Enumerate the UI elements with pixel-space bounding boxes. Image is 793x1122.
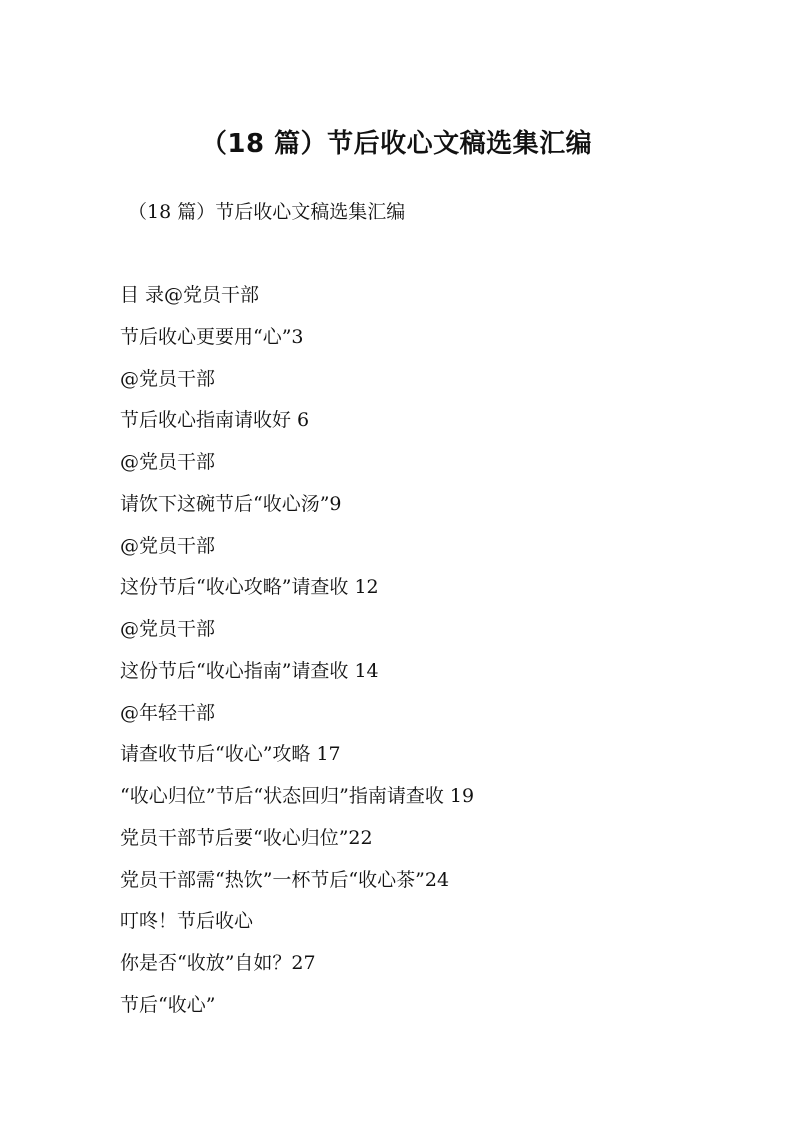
toc-line: @党员干部 xyxy=(120,534,216,557)
toc-line: 党员干部需“热饮”一杯节后“收心茶”24 xyxy=(120,868,450,891)
toc-line: @党员干部 xyxy=(120,618,216,640)
toc-line: “收心归位”节后“状态回归”指南请查收 19 xyxy=(120,785,475,807)
toc-line: 节后收心指南请收好 6 xyxy=(120,409,310,432)
toc-line: 目 录@党员干部 xyxy=(120,284,260,306)
toc-line: 党员干部节后要“收心归位”22 xyxy=(120,826,373,849)
table-of-contents xyxy=(120,281,474,1033)
toc-line: 叮咚！节后收心 xyxy=(120,910,254,933)
toc-line: 这份节后“收心攻略”请查收 12 xyxy=(120,576,379,599)
toc-line: 你是否“收放”自如？27 xyxy=(120,952,316,974)
toc-line: 节后收心更要用“心”3 xyxy=(120,325,304,348)
toc-line: @党员干部 xyxy=(120,451,216,473)
toc-line: 这份节后“收心指南”请查收 14 xyxy=(120,659,379,682)
toc-line: 请查收节后“收心”攻略 17 xyxy=(120,743,341,766)
document-subtitle: （18 篇）节后收心文稿选集汇编 xyxy=(128,201,406,223)
toc-line: 节后“收心” xyxy=(120,993,216,1016)
toc-line: @党员干部 xyxy=(120,367,216,390)
document-title: （18 篇）节后收心文稿选集汇编 xyxy=(200,129,593,159)
toc-line: @年轻干部 xyxy=(120,701,216,724)
toc-line: 请饮下这碗节后“收心汤”9 xyxy=(120,492,342,515)
